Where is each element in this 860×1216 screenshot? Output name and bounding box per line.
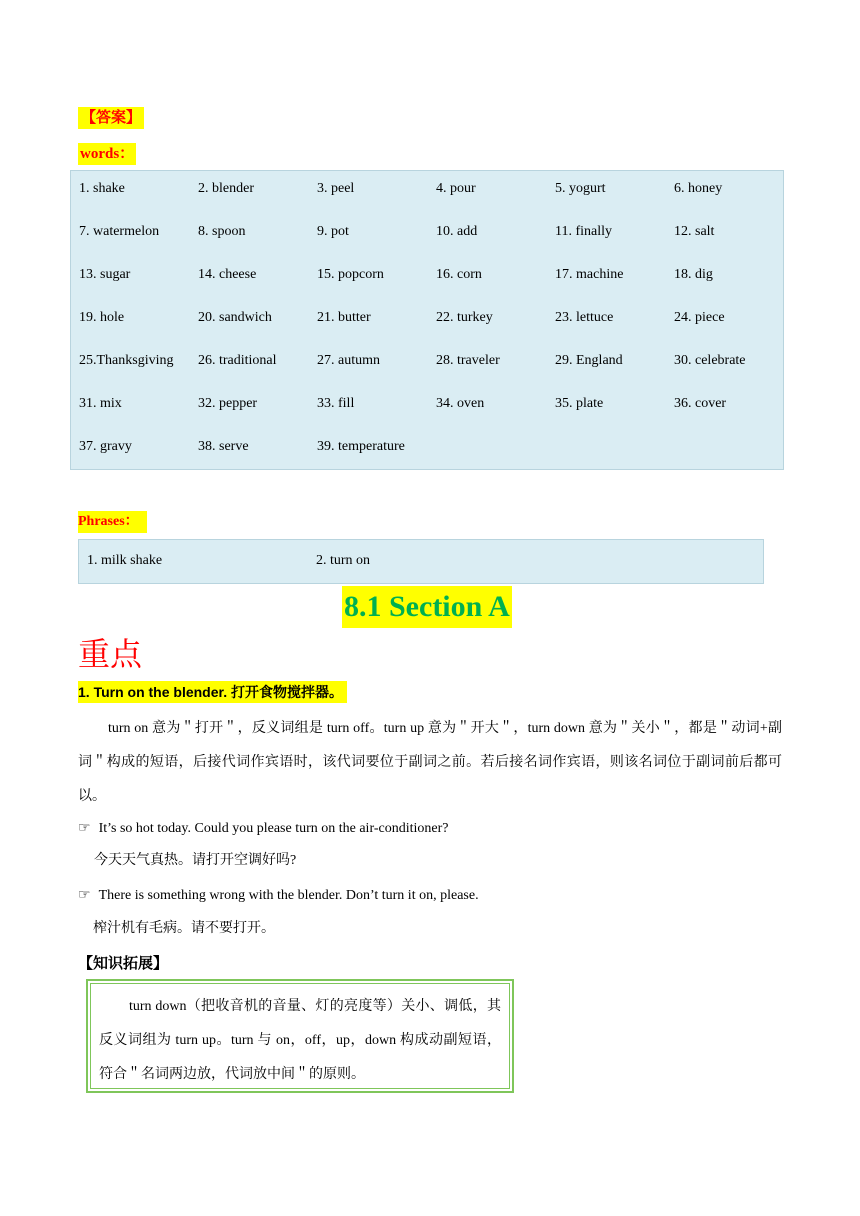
- word-item: 23. lettuce: [555, 310, 614, 325]
- extension-text: turn down（把收音机的音量、灯的亮度等）关小、调低，其反义词组为 turn up。turn 与 on，off，up，down 构成动副短语，符合＂名词两边放，代词放中间＂的原则。: [90, 983, 510, 1089]
- word-item: 13. sugar: [79, 267, 131, 282]
- word-item: 9. pot: [317, 224, 349, 239]
- phrase-item: 1. milk shake: [87, 553, 163, 568]
- word-item: 3. peel: [317, 181, 355, 196]
- word-item: 16. corn: [436, 267, 482, 282]
- word-item: 17. machine: [555, 267, 624, 282]
- section-title: 8.1 Section A: [342, 586, 512, 628]
- extension-box: [86, 979, 514, 1093]
- word-item: 21. butter: [317, 310, 371, 325]
- word-item: 19. hole: [79, 310, 125, 325]
- word-item: 24. piece: [674, 310, 725, 325]
- word-item: 11. finally: [555, 224, 613, 239]
- phrases-box: [78, 539, 764, 584]
- explanation-paragraph: turn on 意为＂打开＂，反义词组是 turn off。turn up 意为＂开大＂，turn down 意为＂关小＂，都是＂动词+副词＂构成的短语，后接代词作宾语时，该代词要位于副词之前。若后接名词作宾语，则该名词位于副词前后都可以。: [78, 721, 782, 804]
- word-item: 39. temperature: [317, 439, 405, 454]
- word-item: 32. pepper: [198, 396, 258, 411]
- example-sentence: [78, 884, 479, 907]
- word-item: 5. yogurt: [555, 181, 606, 196]
- example-en: It’s so hot today. Could you please turn on the air-conditioner?: [98, 821, 449, 836]
- word-item: 30. celebrate: [674, 353, 746, 368]
- word-item: 37. gravy: [79, 439, 132, 454]
- word-item: 22. turkey: [436, 310, 493, 325]
- words-label: words：: [78, 143, 136, 165]
- word-item: 8. spoon: [198, 224, 246, 239]
- word-item: 6. honey: [674, 181, 723, 196]
- word-item: 33. fill: [317, 396, 355, 411]
- word-item: 29. England: [555, 353, 623, 368]
- answer-label: 【答案】: [78, 107, 144, 129]
- word-item: 18. dig: [674, 267, 713, 282]
- pointing-hand-icon: ☞: [78, 887, 91, 903]
- example-cn: 榨汁机有毛病。请不要打开。: [93, 921, 275, 936]
- word-item: 27. autumn: [317, 353, 380, 368]
- word-item: 31. mix: [79, 396, 122, 411]
- point-heading: 1. Turn on the blender. 打开食物搅拌器。: [78, 681, 347, 703]
- word-item: 26. traditional: [198, 353, 277, 368]
- word-item: 28. traveler: [436, 353, 500, 368]
- word-item: 4. pour: [436, 181, 476, 196]
- word-item: 34. oven: [436, 396, 485, 411]
- example-en: There is something wrong with the blender. Don’t turn it on, please.: [98, 888, 479, 903]
- word-item: 14. cheese: [198, 267, 257, 282]
- words-grid: [79, 179, 793, 480]
- words-box: [70, 170, 784, 470]
- key-points-heading: 重点: [78, 635, 143, 673]
- phrase-item: 2. turn on: [316, 553, 371, 568]
- example-cn: 今天天气真热。请打开空调好吗?: [94, 853, 297, 868]
- word-item: 12. salt: [674, 224, 715, 239]
- word-item: 25.Thanksgiving: [79, 353, 174, 368]
- word-item: 10. add: [436, 224, 478, 239]
- word-item: 1. shake: [79, 181, 125, 196]
- example-sentence: [78, 817, 448, 840]
- word-item: 35. plate: [555, 396, 604, 411]
- pointing-hand-icon: ☞: [78, 820, 91, 836]
- phrases-label: Phrases：: [78, 511, 147, 533]
- word-item: 7. watermelon: [79, 224, 160, 239]
- word-item: 15. popcorn: [317, 267, 384, 282]
- word-item: 20. sandwich: [198, 310, 272, 325]
- extension-label: 【知识拓展】: [78, 954, 169, 972]
- word-item: 38. serve: [198, 439, 249, 454]
- word-item: 2. blender: [198, 181, 254, 196]
- word-item: 36. cover: [674, 396, 727, 411]
